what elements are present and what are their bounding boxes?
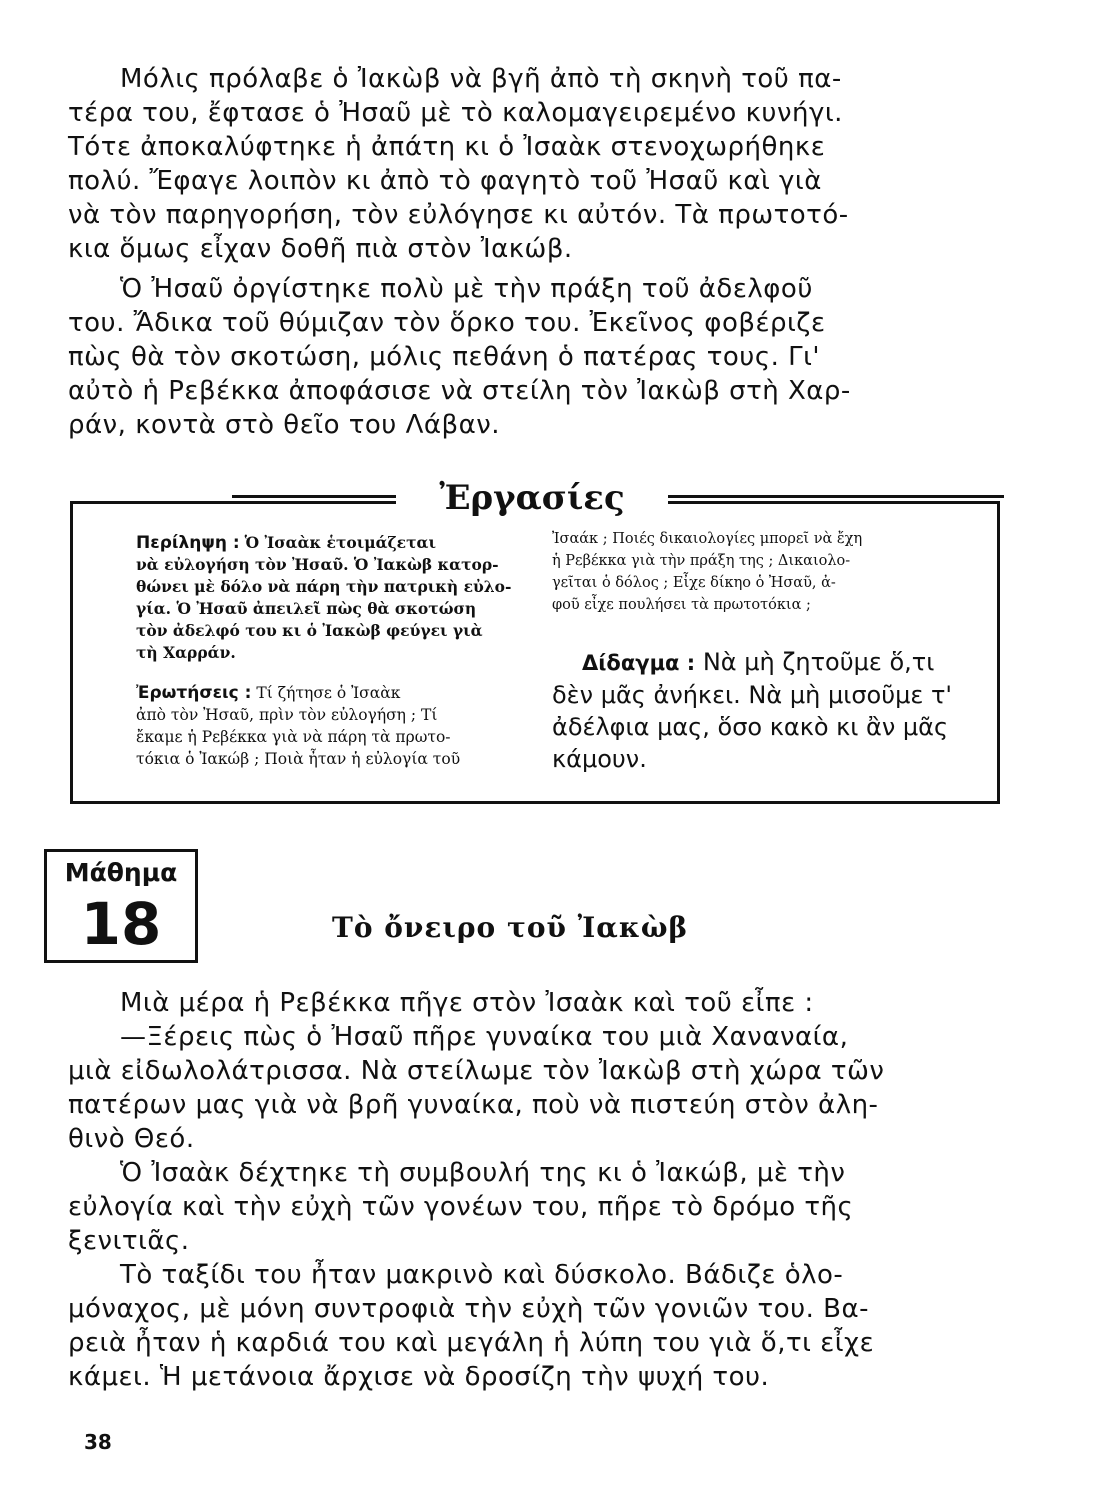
text-line: Τότε ἀποκαλύφτηκε ἡ ἀπάτη κι ὁ Ἰσαὰκ στενοχωρήθηκε: [68, 132, 826, 162]
text-line: Μόλις πρόλαβε ὁ Ἰακὼβ νὰ βγῆ ἀπὸ τὴ σκηνὴ τοῦ πα-: [120, 64, 842, 94]
intro-paragraph-1: [68, 62, 1008, 266]
intro-paragraph-2: [68, 272, 1008, 442]
story-paragraph-1: [68, 986, 1008, 1156]
lesson-moral-block: [552, 646, 992, 775]
text-line: Ὁ Ἰσαὰκ δέχτηκε τὴ συμβουλή της κι ὁ Ἰακώβ, μὲ τὴν: [120, 1158, 846, 1188]
summary-line: γία. Ὁ Ἠσαῦ ἀπειλεῖ πὼς θὰ σκοτώση: [136, 599, 477, 618]
questions-block: [136, 682, 528, 770]
lesson-moral-line: δὲν μᾶς ἀνήκει. Νὰ μὴ μισοῦμε τ': [552, 681, 953, 709]
lesson-number: 18: [80, 890, 162, 958]
text-line: Τὸ ταξίδι του ἦταν μακρινὸ καὶ δύσκολο. Βάδιζε ὁλο-: [120, 1260, 844, 1290]
questions-continued: [552, 528, 992, 616]
text-line: κάμει. Ἡ μετάνοια ἄρχισε νὰ δροσίζη τὴν ψυχή του.: [68, 1362, 770, 1392]
lesson-moral-line: κάμουν.: [552, 745, 647, 773]
summary-line: θώνει μὲ δόλο νὰ πάρη τὴν πατρικὴ εὐλο-: [136, 577, 512, 596]
question-line: Τί ζήτησε ὁ Ἰσαὰκ: [256, 684, 401, 702]
summary-line: τὴ Χαρράν.: [136, 643, 236, 662]
text-line: κια ὅμως εἶχαν δοθῆ πιὰ στὸν Ἰακώβ.: [68, 234, 573, 264]
lesson-moral-line: ἀδέλφια μας, ὅσο κακὸ κι ἂν μᾶς: [552, 713, 949, 741]
text-line: τέρα του, ἔφτασε ὁ Ἠσαῦ μὲ τὸ καλομαγειρεμένο κυνήγι.: [68, 98, 843, 128]
exercises-title: Ἐργασίες: [396, 470, 668, 530]
text-line: πὼς θὰ τὸν σκοτώση, μόλις πεθάνη ὁ πατέρας τους. Γι': [68, 342, 821, 372]
text-line: θινὸ Θεό.: [68, 1124, 195, 1154]
story-paragraph-3: [68, 1258, 1008, 1394]
lesson-word: Μάθημα: [64, 858, 178, 887]
text-line: εὐλογία καὶ τὴν εὐχὴ τῶν γονέων του, πῆρε τὸ δρόμο τῆς: [68, 1192, 854, 1222]
text-line: μιὰ εἰδωλολάτρισσα. Νὰ στείλωμε τὸν Ἰακὼβ στὴ χώρα τῶν: [68, 1056, 885, 1086]
text-line: του. Ἄδικα τοῦ θύμιζαν τὸν ὅρκο του. Ἐκεῖνος φοβέριζε: [68, 308, 826, 338]
summary-line: νὰ εὐλογήση τὸν Ἠσαῦ. Ὁ Ἰακὼβ κατορ-: [136, 555, 499, 574]
question-line: γεῖται ὁ δόλος ; Εἶχε δίκηο ὁ Ἠσαῦ, ἀ-: [552, 575, 836, 591]
question-line: φοῦ εἶχε πουλήσει τὰ πρωτοτόκια ;: [552, 597, 811, 613]
text-line: ξενιτιᾶς.: [68, 1226, 190, 1256]
question-line: Ἰσαάκ ; Ποιές δικαιολογίες μπορεῖ νὰ ἔχη: [552, 531, 863, 547]
summary-line: Ὁ Ἰσαὰκ ἑτοιμάζεται: [244, 533, 436, 552]
page-number: 38: [84, 1430, 112, 1454]
summary-line: τὸν ἀδελφό του κι ὁ Ἰακὼβ φεύγει γιὰ: [136, 621, 483, 640]
lesson-title: Τὸ ὄνειρο τοῦ Ἰακὼβ: [332, 911, 689, 944]
story-paragraph-2: [68, 1156, 1008, 1258]
summary-block: [136, 532, 528, 664]
questions-label: Ἐρωτήσεις :: [136, 683, 252, 703]
text-line: νὰ τὸν παρηγορήση, τὸν εὐλόγησε κι αὐτόν. Τὰ πρωτοτό-: [68, 200, 849, 230]
lesson-moral-line: Νὰ μὴ ζητοῦμε ὅ,τι: [702, 648, 935, 676]
summary-label: Περίληψη :: [136, 533, 240, 553]
text-line: μόναχος, μὲ μόνη συντροφιὰ τὴν εὐχὴ τῶν γονιῶν του. Βα-: [68, 1294, 870, 1324]
question-line: ἔκαμε ἡ Ρεβέκκα γιὰ νὰ πάρη τὰ πρωτο-: [136, 728, 451, 746]
exercises-left-column: [136, 532, 528, 770]
exercises-right-column: [552, 528, 992, 775]
exercises-rule-right: [666, 495, 1004, 498]
text-line: ράν, κοντὰ στὸ θεῖο του Λάβαν.: [68, 410, 501, 440]
question-line: ἡ Ρεβέκκα γιὰ τὴν πράξη της ; Δικαιολο-: [552, 553, 851, 569]
text-line: πολύ. Ἔφαγε λοιπὸν κι ἀπὸ τὸ φαγητὸ τοῦ Ἠσαῦ καὶ γιὰ: [68, 166, 822, 196]
text-line: πατέρων μας γιὰ νὰ βρῆ γυναίκα, ποὺ νὰ πιστεύη στὸν ἀλη-: [68, 1090, 879, 1120]
text-line: αὐτὸ ἡ Ρεβέκκα ἀποφάσισε νὰ στείλη τὸν Ἰακὼβ στὴ Χαρ-: [68, 376, 851, 406]
question-line: τόκια ὁ Ἰακώβ ; Ποιὰ ἦταν ἡ εὐλογία τοῦ: [136, 750, 461, 768]
text-line: ρειὰ ἦταν ἡ καρδιά του καὶ μεγάλη ἡ λύπη του γιὰ ὅ,τι εἶχε: [68, 1328, 875, 1358]
lesson-moral-label: Δίδαγμα :: [582, 651, 696, 675]
exercises-rule-left: [232, 495, 398, 498]
text-line: —Ξέρεις πὼς ὁ Ἠσαῦ πῆρε γυναίκα του μιὰ Χαναναία,: [120, 1022, 849, 1052]
text-line: Ὁ Ἠσαῦ ὀργίστηκε πολὺ μὲ τὴν πράξη τοῦ ἀδελφοῦ: [120, 274, 813, 304]
lesson-badge: [44, 849, 198, 963]
text-line: Μιὰ μέρα ἡ Ρεβέκκα πῆγε στὸν Ἰσαὰκ καὶ τοῦ εἶπε :: [120, 988, 814, 1018]
question-line: ἀπὸ τὸν Ἠσαῦ, πρὶν τὸν εὐλογήση ; Τί: [136, 706, 438, 724]
